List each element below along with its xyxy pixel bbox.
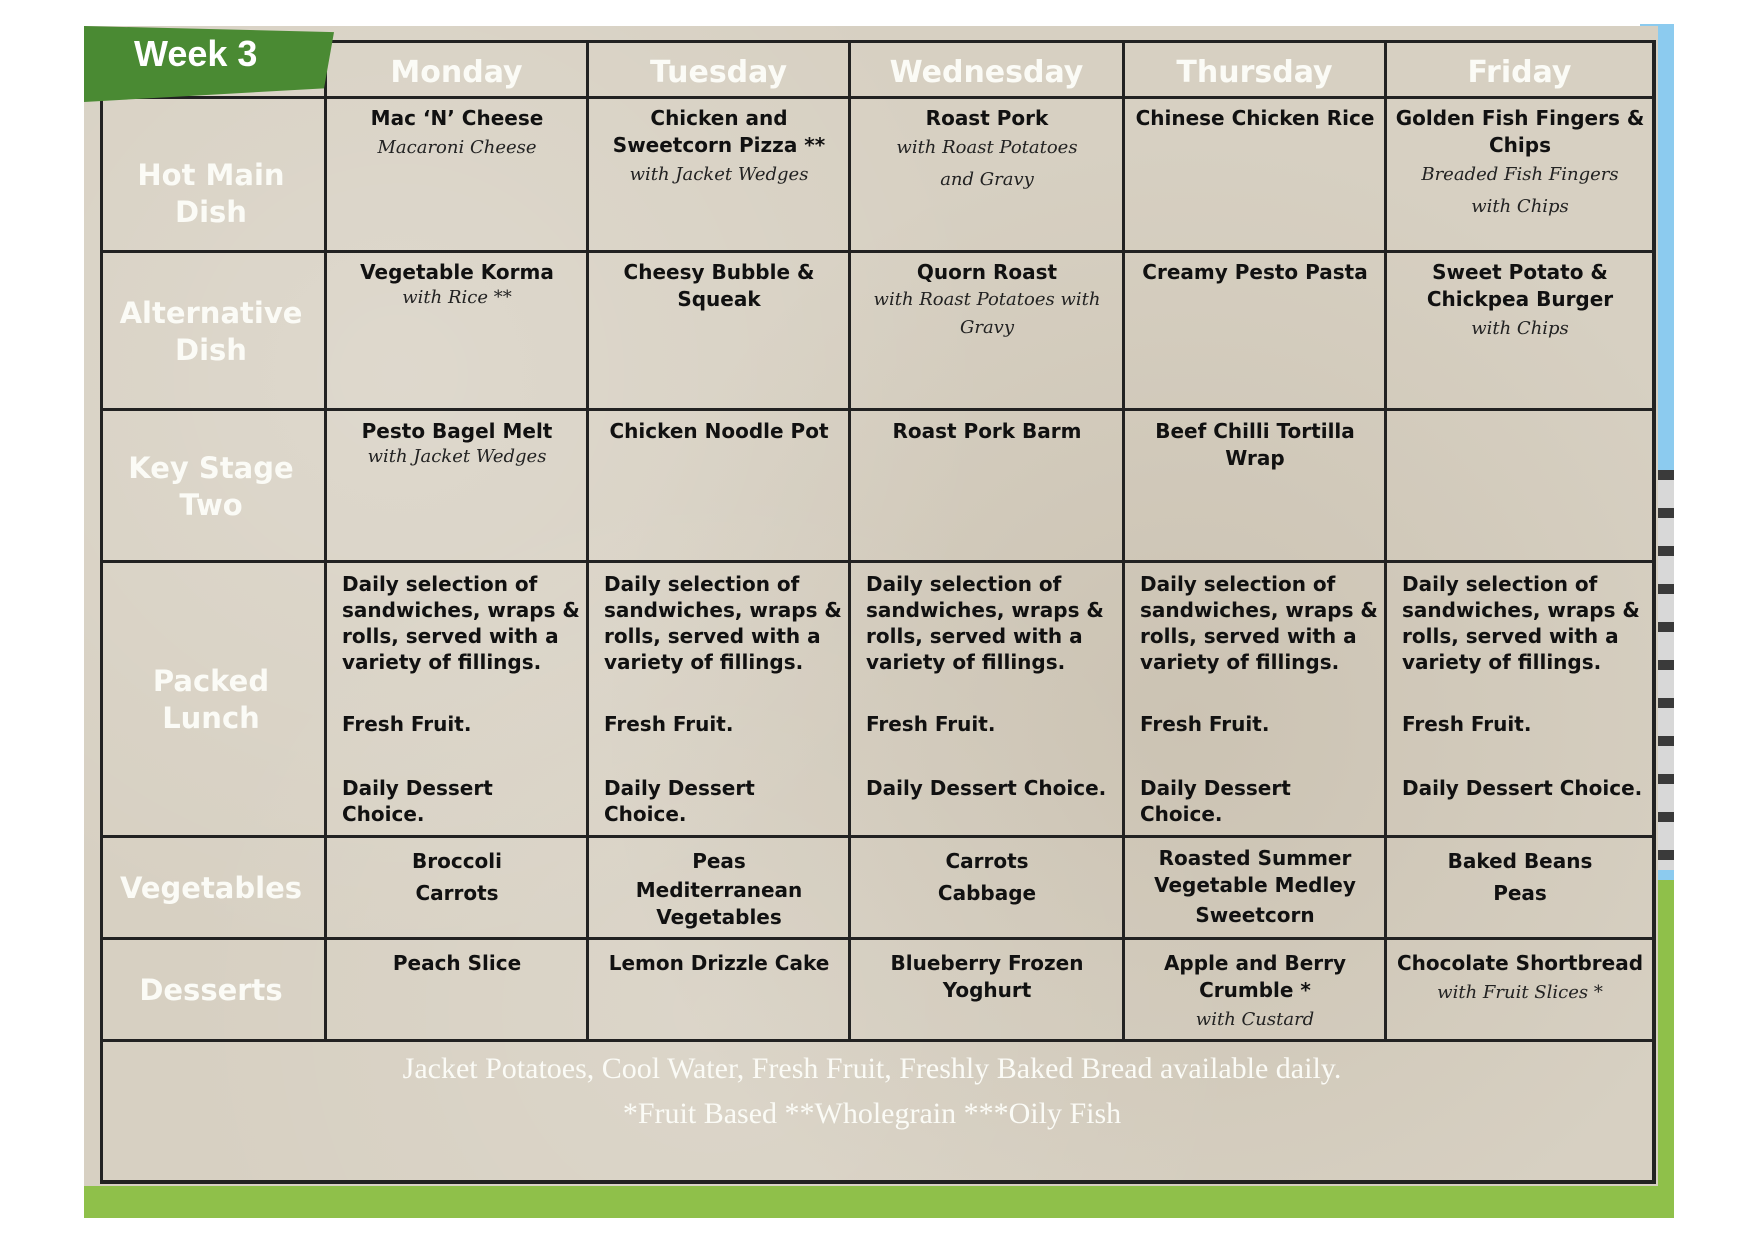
row-label-line: Dish — [175, 333, 247, 367]
menu-cell-packed-wednesday — [866, 571, 1118, 801]
dish-subtitle: with Chips — [1471, 318, 1569, 339]
day-header-tuesday: Tuesday — [649, 55, 788, 90]
dish-subtitle: with Roast Potatoes with Gravy — [873, 289, 1101, 338]
packed-dessert: Daily Dessert Choice. — [342, 776, 493, 826]
packed-description: Daily selection of sandwiches, wraps & rolls, served with a variety of fillings. — [1402, 572, 1640, 674]
row-label-hot-main — [104, 157, 318, 231]
dessert-title: Apple and Berry Crumble * — [1163, 951, 1347, 1002]
menu-cell-packed-thursday — [1140, 571, 1380, 827]
menu-cell-desserts-thursday — [1130, 950, 1380, 1036]
menu-cell-alternative-wednesday — [856, 259, 1118, 342]
dish-title: Golden Fish Fingers & Chips — [1395, 106, 1645, 157]
packed-fruit: Fresh Fruit. — [342, 712, 472, 736]
day-header-friday: Friday — [1467, 55, 1572, 90]
row-label-line: Hot Main — [137, 158, 285, 192]
grid-line — [100, 560, 1656, 563]
vegetable-item: Cabbage — [937, 881, 1037, 905]
menu-cell-vegetables-monday — [332, 845, 582, 909]
row-label-line: Desserts — [139, 973, 283, 1007]
dish-subtitle: Macaroni Cheese — [377, 137, 537, 158]
dessert-title: Lemon Drizzle Cake — [608, 951, 830, 975]
grid-line — [100, 250, 1656, 253]
menu-cell-packed-tuesday — [604, 571, 844, 827]
dessert-title: Peach Slice — [392, 951, 522, 975]
dish-subtitle: with Jacket Wedges — [367, 446, 547, 467]
dish-title: Sweet Potato & Chickpea Burger — [1426, 260, 1614, 311]
menu-cell-key-stage-thursday — [1130, 418, 1380, 472]
row-label-line: Dish — [175, 195, 247, 229]
grid-line — [100, 1039, 1656, 1042]
menu-cell-vegetables-wednesday — [856, 845, 1118, 909]
day-header-monday: Monday — [390, 55, 523, 90]
grid-line — [100, 408, 1656, 411]
dish-subtitle: with Roast Potatoes — [896, 137, 1078, 158]
packed-description: Daily selection of sandwiches, wraps & rolls, served with a variety of fillings. — [1140, 572, 1378, 674]
menu-cell-vegetables-thursday — [1130, 845, 1380, 931]
vegetable-item: Baked Beans — [1447, 849, 1593, 873]
menu-cell-alternative-monday — [332, 259, 582, 310]
dish-title: Quorn Roast — [916, 260, 1058, 284]
menu-cell-hot-main-friday — [1392, 105, 1648, 223]
vegetable-item: Broccoli — [411, 849, 502, 873]
menu-cell-hot-main-monday — [332, 105, 582, 164]
grid-line — [1122, 40, 1125, 1042]
menu-cell-key-stage-tuesday — [594, 418, 844, 445]
dish-title: Mac ‘N’ Cheese — [370, 106, 544, 130]
grid-line — [100, 937, 1656, 940]
vegetable-item: Carrots — [415, 881, 499, 905]
grid-line — [100, 835, 1656, 838]
packed-fruit: Fresh Fruit. — [866, 712, 996, 736]
menu-cell-hot-main-tuesday — [594, 105, 844, 191]
packed-description: Daily selection of sandwiches, wraps & rolls, served with a variety of fillings. — [342, 572, 580, 674]
menu-cell-vegetables-tuesday — [594, 845, 844, 931]
dish-subtitle: with Jacket Wedges — [629, 164, 809, 185]
dish-subtitle: Breaded Fish Fingers — [1421, 164, 1619, 185]
day-header-thursday: Thursday — [1176, 55, 1333, 90]
menu-cell-desserts-friday — [1392, 950, 1648, 1009]
row-label-desserts — [104, 972, 318, 1009]
menu-cell-hot-main-wednesday — [856, 105, 1118, 196]
row-label-key-stage — [104, 450, 318, 524]
dessert-title: Blueberry Frozen Yoghurt — [890, 951, 1084, 1002]
dish-title: Roast Pork — [925, 106, 1049, 130]
grid-line — [100, 96, 103, 1184]
packed-fruit: Fresh Fruit. — [1402, 712, 1532, 736]
menu-cell-vegetables-friday — [1392, 845, 1648, 909]
grid-line — [848, 40, 851, 1042]
row-label-line: Vegetables — [119, 871, 302, 905]
grid-line — [326, 40, 1656, 43]
row-label-packed-lunch — [104, 663, 318, 737]
footer-daily-note: Jacket Potatoes, Cool Water, Fresh Fruit, Freshly Baked Bread available daily. — [402, 1052, 1342, 1085]
menu-cell-packed-friday — [1402, 571, 1648, 801]
row-label-line: Two — [179, 488, 243, 522]
packed-dessert: Daily Dessert Choice. — [1402, 776, 1643, 800]
dish-title: Pesto Bagel Melt — [361, 419, 553, 443]
dish-title: Roast Pork Barm — [892, 419, 1082, 443]
vegetable-item: Mediterranean Vegetables — [635, 878, 803, 929]
row-label-line: Key Stage — [128, 451, 294, 485]
packed-dessert: Daily Dessert Choice. — [1140, 776, 1291, 826]
dish-title: Cheesy Bubble & Squeak — [623, 260, 815, 311]
packed-description: Daily selection of sandwiches, wraps & rolls, served with a variety of fillings. — [866, 572, 1104, 674]
grid-line — [100, 1180, 1656, 1184]
row-label-line: Alternative — [119, 296, 303, 330]
grid-line — [1652, 40, 1656, 1184]
vegetable-item: Roasted Summer Vegetable Medley — [1154, 846, 1356, 897]
menu-cell-key-stage-monday — [332, 418, 582, 469]
grid-line — [586, 40, 589, 1042]
packed-dessert: Daily Dessert Choice. — [866, 776, 1107, 800]
menu-cell-hot-main-thursday — [1130, 105, 1380, 132]
vegetable-item: Peas — [1493, 881, 1547, 905]
dish-subtitle: with Rice ** — [402, 287, 512, 308]
row-label-line: Lunch — [162, 701, 260, 735]
dish-title: Chinese Chicken Rice — [1135, 106, 1375, 130]
vegetable-item: Carrots — [945, 849, 1029, 873]
row-label-vegetables — [104, 870, 318, 907]
menu-cell-alternative-thursday — [1130, 259, 1380, 286]
vegetable-item: Peas — [692, 849, 746, 873]
dessert-subtitle: with Custard — [1195, 1009, 1315, 1030]
row-label-alternative — [104, 295, 318, 369]
dish-subtitle: and Gravy — [940, 169, 1034, 190]
grid-line — [324, 40, 327, 1042]
menu-cell-alternative-friday — [1392, 259, 1648, 345]
packed-description: Daily selection of sandwiches, wraps & rolls, served with a variety of fillings. — [604, 572, 842, 674]
dish-title: Beef Chilli Tortilla Wrap — [1155, 419, 1355, 470]
menu-cell-desserts-wednesday — [856, 950, 1118, 1004]
dish-title: Vegetable Korma — [360, 260, 554, 284]
packed-dessert: Daily Dessert Choice. — [604, 776, 755, 826]
menu-cell-desserts-monday — [332, 950, 582, 977]
packed-fruit: Fresh Fruit. — [1140, 712, 1270, 736]
menu-cell-alternative-tuesday — [594, 259, 844, 313]
day-header-wednesday: Wednesday — [889, 55, 1084, 90]
week-label: Week 3 — [134, 33, 258, 74]
dish-subtitle: with Chips — [1471, 196, 1569, 217]
menu-cell-desserts-tuesday — [594, 950, 844, 977]
grid-line — [1384, 40, 1387, 1042]
dish-title: Chicken and Sweetcorn Pizza ** — [612, 106, 826, 157]
dessert-title: Chocolate Shortbread — [1396, 951, 1644, 975]
dish-title: Chicken Noodle Pot — [609, 419, 829, 443]
packed-fruit: Fresh Fruit. — [604, 712, 734, 736]
footer-legend: *Fruit Based **Wholegrain ***Oily Fish — [622, 1097, 1122, 1130]
vegetable-item: Sweetcorn — [1195, 903, 1315, 927]
fence-decoration — [1656, 470, 1674, 870]
row-label-line: Packed — [152, 664, 270, 698]
dessert-subtitle: with Fruit Slices * — [1437, 982, 1603, 1003]
menu-cell-key-stage-wednesday — [856, 418, 1118, 445]
dish-title: Creamy Pesto Pasta — [1142, 260, 1368, 284]
menu-cell-packed-monday — [342, 571, 582, 827]
